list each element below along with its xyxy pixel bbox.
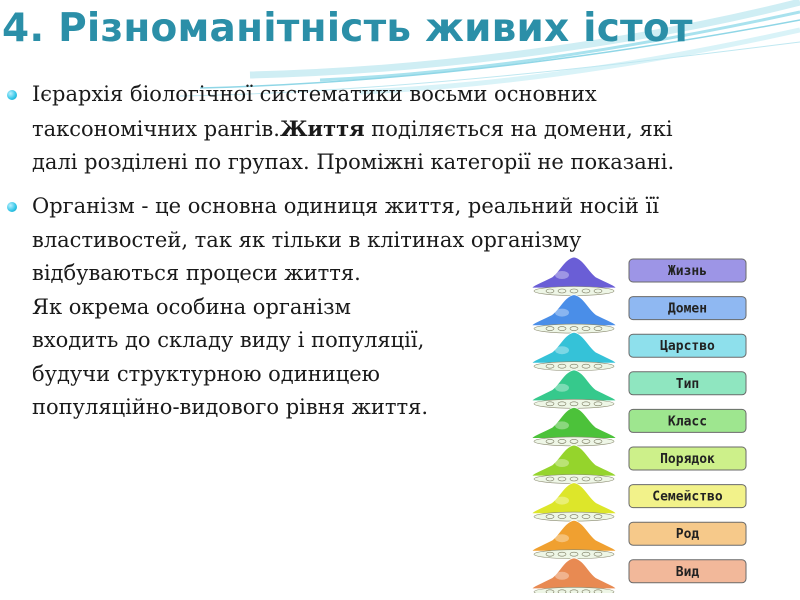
- rank-label: Домен: [667, 301, 708, 317]
- rank-label: Семейство: [652, 489, 723, 505]
- slide-title: 4. Різноманітність живих істот: [2, 6, 693, 51]
- bullet-icon: [7, 90, 17, 100]
- bell-highlight: [555, 346, 569, 354]
- text-run: поділяється на домени, які: [364, 116, 673, 141]
- bell-highlight: [555, 384, 569, 392]
- bell-highlight: [555, 271, 569, 279]
- taxonomy-pyramid-diagram: [532, 253, 752, 593]
- bullet-icon: [7, 202, 17, 212]
- paragraph-line: властивостей, так як тільки в клітинах організму: [32, 227, 582, 252]
- rank-label: Род: [675, 527, 700, 543]
- rank-label: Класс: [667, 414, 708, 430]
- rank-label: Вид: [675, 564, 700, 580]
- rank-level: [532, 332, 746, 371]
- bell-highlight: [555, 572, 569, 580]
- bell-shape: [532, 257, 616, 288]
- bell-highlight: [555, 534, 569, 542]
- bell-highlight: [555, 309, 569, 317]
- rank-label: Царство: [660, 339, 715, 355]
- paragraph-line: відбуваються процеси життя.: [32, 261, 361, 285]
- paragraph-line: входить до складу виду і популяції,: [32, 328, 425, 352]
- text-run: таксономічних рангів.: [32, 116, 280, 141]
- bell-shape: [532, 407, 616, 438]
- paragraph-line: Організм - це основна одиниця життя, реальний носій її: [32, 194, 659, 218]
- rank-level: [532, 407, 746, 446]
- bold-word: Життя: [279, 115, 365, 141]
- paragraph-line: Ієрархія біологічної систематики восьми основних: [32, 82, 597, 106]
- rank-level: [532, 558, 746, 593]
- rank-level: [532, 483, 746, 521]
- paragraph-line: Як окрема особина організм: [32, 294, 351, 319]
- bell-shape: [532, 445, 616, 476]
- paragraph-hierarchy: [32, 78, 792, 180]
- bell-shape: [532, 558, 616, 589]
- bell-shape: [532, 295, 616, 326]
- bell-highlight: [555, 421, 569, 429]
- bell-shape: [532, 332, 616, 363]
- rank-level: [532, 370, 746, 409]
- bell-shape: [532, 483, 616, 514]
- bell-highlight: [555, 497, 569, 505]
- rank-label: Порядок: [660, 452, 715, 467]
- rank-level: [532, 257, 746, 296]
- paragraph-line: далі розділені по групах. Проміжні категорії не показані.: [32, 150, 675, 174]
- paragraph-line: будучи структурною одиницею: [32, 361, 380, 386]
- rank-label: Тип: [675, 376, 700, 392]
- rank-label: Жизнь: [667, 264, 708, 279]
- bell-highlight: [555, 459, 569, 467]
- bell-shape: [532, 520, 616, 551]
- rank-level: [532, 520, 746, 559]
- rank-level: [532, 295, 746, 334]
- rank-level: [532, 445, 746, 484]
- bell-shape: [532, 370, 616, 401]
- paragraph-line: [32, 112, 792, 147]
- paragraph-line: популяційно-видового рівня життя.: [32, 395, 429, 419]
